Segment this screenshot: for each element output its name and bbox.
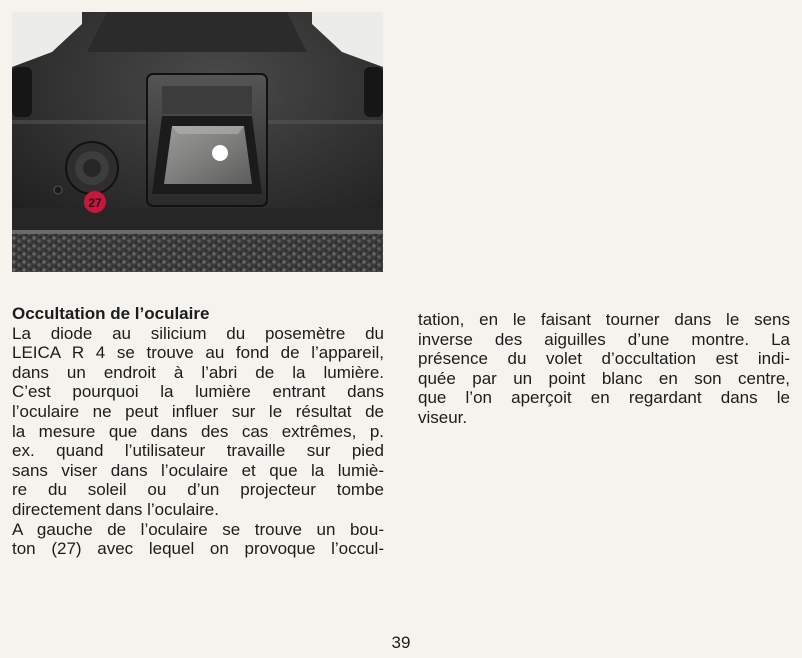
text-line: la mesure que dans des cas extrêmes, p. — [12, 421, 384, 441]
camera-eyepiece-photo — [12, 12, 383, 272]
callout-label: 27 — [88, 196, 102, 210]
text-line: l’oculaire ne peut influer sur le résultat de — [12, 401, 384, 421]
text-line: dans un endroit à l’abri de la lumière. — [12, 362, 384, 382]
text-line: LEICA R 4 se trouve au fond de l’appareil, — [12, 343, 384, 363]
text-line: quée par un point blanc en son centre, — [418, 368, 790, 388]
callout-badge-27 — [84, 191, 106, 213]
text-line: sans viser dans l’oculaire et que la lumiè- — [12, 460, 384, 480]
text-line: directement dans l’oculaire. — [12, 499, 219, 519]
text-line: ton (27) avec lequel on provoque l’occul- — [12, 539, 384, 559]
text-line: ex. quand l’utilisateur travaille sur pied — [12, 441, 384, 461]
text-line: viseur. — [418, 407, 468, 427]
left-text-column — [12, 304, 384, 559]
text-line: inverse des aiguilles d’une montre. La — [418, 329, 790, 349]
text-line: A gauche de l’oculaire se trouve un bou- — [12, 519, 384, 539]
camera-illustration — [12, 12, 383, 272]
text-line: re du soleil ou d’un projecteur tombe — [12, 480, 384, 500]
right-text-column — [418, 310, 790, 428]
section-heading: Occultation de l’oculaire — [12, 304, 210, 323]
text-line: C’est pourquoi la lumière entrant dans — [12, 382, 384, 402]
page-number: 39 — [391, 633, 411, 652]
text-line: tation, en le faisant tourner dans le sens — [418, 310, 790, 329]
text-line: que l’on aperçoit en regardant dans le — [418, 388, 790, 408]
text-line: La diode au silicium du posemètre du — [12, 323, 384, 343]
text-line: présence du volet d’occultation est indi- — [418, 349, 790, 369]
